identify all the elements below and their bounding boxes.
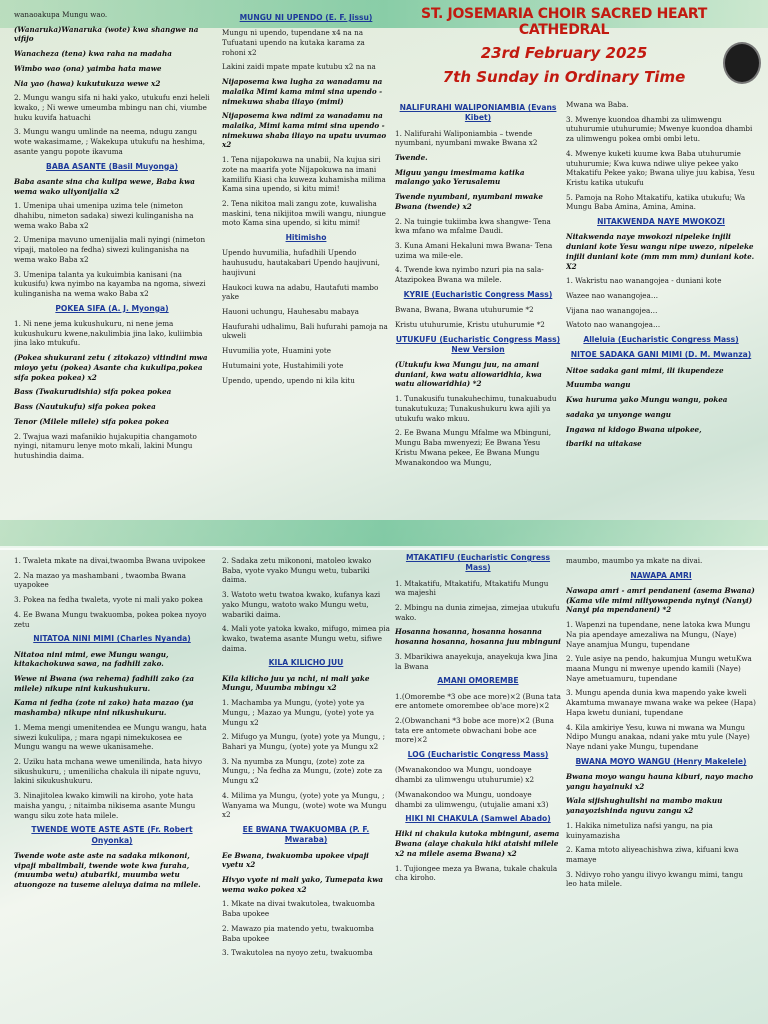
hymn-verse: 1. Hakika nimetuliza nafsi yangu, na pia kuinyamazisha (566, 820, 713, 840)
hymn-verse: 2. Kama mtoto aliyeachishwa ziwa, kifuani kwa mamaye (566, 845, 739, 865)
hymn-verse: Wazee nao wanangojea… (566, 291, 659, 301)
hymn-refrain: Bass (Twakurudishia) sifa pokea pokea (14, 387, 172, 397)
hymn-refrain: Hivyo vyote ni mali yako, Tumepata kwa wema wako pokea x2 (222, 875, 384, 894)
hymn-verse: 3. Mbarikiwa anayekuja, anayekuja kwa Jina la Bwana (395, 651, 558, 671)
hymn-verse: 3. Ninajitolea kwako kimwili na kiroho, yote hata maisha yangu, ; nitaimba nikisema asante Mungu wangu siku zote hata milele. (14, 791, 196, 820)
hymn-verse: 2. Mungu wangu sifa ni haki yako, utukufu enzi heleli kwako, ; Ni wewe umeumba mbingu nan chi, viumbe huku kuvifa hatuachi (14, 93, 210, 122)
hymn-verse: 1. Mtakatifu, Mtakatifu, Mtakatifu Mungu wa majeshi (395, 578, 549, 598)
hymn-verse: Watoto nao wanangojea… (566, 320, 661, 330)
hymn-refrain: Ee Bwana, twakuomba upokee vipaji vyetu x2 (222, 850, 369, 870)
column-7 (395, 550, 561, 1022)
hymn-verse: Hauoni uchungu, Hauhesabu mabaya (222, 307, 359, 317)
hymn-refrain: Wanachezа (tena) kwa raha na madaha (14, 49, 172, 59)
hymn-refrain: (Utukufu kwa Mungu juu, na amani duniani, kwa watu aliowaridhia, kwa watu aliowaridhia) *2 (395, 360, 542, 389)
hymn-refrain: Wimbo wao (ona) yaimba hata mawe (14, 63, 162, 73)
hymn-heading: LOG (Eucharistic Congress Mass) (407, 750, 549, 760)
panel-divider (0, 546, 768, 550)
hymn-heading: MUNGU NI UPENDO (E. F. Jissu) (239, 13, 373, 22)
hymn-verse: Upendo huvumilia, hufadhili Upendo hauhusudu, hautakabari Upendo haujivuni, haujivuni (222, 248, 380, 277)
hymn-refrain: Nitatoa nini mimi, ewe Mungu wangu, kitakachokuwa sawa, na fadhili zako. (14, 649, 169, 669)
hymn-verse: 4. Mali yote yatoka kwako, mifugo, mimea pia kwako, twatema asante Mungu wetu, sifiwe daima. (222, 624, 390, 653)
sheet-header (405, 6, 723, 86)
hymn-verse: 1. Mema mengi umenitendea ee Mungu wangu, hata siwezi kukulipa, ; mara ngapi nimekukosea ee Mungu wangu na wewe ukanisamehe. (14, 722, 207, 752)
hymn-heading: POKEA SIFA (A. J. Myonga) (55, 303, 169, 313)
hymn-heading: KILA KILICHO JUU (268, 658, 344, 668)
hymn-refrain: Muumba wangu (566, 380, 631, 390)
column-6 (222, 556, 390, 1022)
hymn-refrain: Ingawa ni kidogo Bwana uipokee, (566, 424, 702, 434)
hymn-verse: 2. Ee Bwana Mungu Mfalme wa Mbinguni, Mungu Baba mwenyezi; Ee Bwana Yesu Kristu Mwana pekee, Ee Bwana Mungu Mwanakondoo wa Mungu, (395, 428, 551, 467)
hymn-refrain: Kila kilicho juu ya nchi, ni mali yake Mungu, Muumba mbingu x2 (222, 673, 370, 693)
hymn-verse: 2. Sadaka zetu mikononi, matoleo kwako Baba, vyote vyako Mungu wetu, tubariki daima. (222, 556, 372, 585)
hymn-verse: 2. Tena nikitoa mali zangu zote, kuwalisha maskini, tena nikijitoa mwili wangu, niungue moto Kama sina upendo, si kitu mimi! (222, 199, 386, 228)
hymn-heading: Alleluia (Eucharistic Congress Mass) (583, 335, 739, 345)
hymn-refrain: Nitoe sadaka gani mimi, ili ikupendeze (566, 365, 724, 375)
hymn-verse: 1. Mkate na divai twakutolea, twakuomba Baba upokee (222, 899, 375, 919)
hymn-verse: 1. Tunakusifu tunakuhechimu, tunakuabudu tunakutukuza; Tunakushukuru kwa ajili ya utukufu wako mkuu. (395, 394, 557, 423)
hymn-verse: Kristu utuhurumie, Kristu utuhurumie *2 (395, 319, 545, 329)
hymn-verse: 1. Ni nene jema kukushukuru, ni nene jema kukushukuru kwene,nakulimbia jina lako, kuliimbia jina lako mtukufu. (14, 319, 203, 348)
hymn-verse: 3. Pokea na fedha twaleta, vyote ni mali yako pokea (14, 595, 203, 605)
hymn-verse: Lakini zaidi mpate mpate kutubu x2 na na (222, 62, 376, 72)
hymn-verse: 2. Mifugo ya Mungu, (yote) yote ya Mungu, ; Bahari ya Mungu, (yote) yote ya Mungu x2 (222, 732, 386, 752)
hymn-refrain: Miguu yangu imesimama katika malango yako Yerusalemu (395, 167, 525, 187)
hymn-verse: Vijana nao wanangojea… (566, 305, 658, 315)
hymn-refrain: Wala sijishughulishi na mambo makuu yanayozishinda nguvu zangu x2 (566, 796, 723, 816)
hymn-verse: Mwana wa Baba. (566, 100, 629, 109)
hymn-refrain: Kama ni fedha (zote ni zako) hata mazao (ya mashamba) nikupe nini nikushukuru. (14, 698, 194, 718)
hymn-heading: MTAKATIFU (Eucharistic Congress Mass) (405, 553, 551, 573)
hymn-refrain: ibariki na uitakase (566, 439, 642, 449)
hymn-heading: HIKI NI CHAKULA (Samwel Abado) (405, 814, 551, 824)
hymn-verse: 1. Wakristu nao wanangojea - duniani kote (566, 276, 722, 286)
hymn-verse: 2. Mawazo pia matendo yetu, twakuomba Baba upokee (222, 923, 374, 943)
hymn-refrain: Twende. (395, 152, 428, 162)
hymn-heading: NITATOA NINI MIMI (Charles Nyanda) (33, 634, 191, 644)
column-4 (566, 100, 756, 536)
hymn-verse: 4. Milima ya Mungu, (yote) yote ya Mungu, ; Wanyama wa Mungu, (wote) wote wa Mungu x2 (222, 790, 387, 820)
column-3 (395, 100, 561, 534)
saint-portrait (723, 42, 761, 84)
hymn-verse: 3. Umenipa talanta ya kukuimbia kanisani (na kukusifu) kwa nyimbo na kayamba na ngoma, siwezi kulinganisha na wema wako Baba x2 (14, 269, 206, 299)
hymn-refrain: Twende nyumbani, nyumbani mwake Bwana (twende) x2 (395, 192, 543, 211)
hymn-refrain: Bwana moyo wangu hauna kiburi, nayo macho yangu hayainuki x2 (566, 772, 753, 791)
hymn-verse: 2.(Obwanchani *3 bobe ace more)×2 (Buna tata ere antomete obwachani bobe ace more)×2 (395, 715, 554, 745)
hymn-verse: Mungu ni upendo, tupendane x4 na na Tufuatani upendo na kutaka karama za rohoni x2 (222, 28, 365, 57)
hymn-heading: NALIFURAHI WALIPONIAMBIA (Evans Kibet) (399, 103, 557, 123)
hymn-verse: Haufurahi udhalimu, Bali hufurahi pamoja na ukweli (222, 321, 388, 341)
hymn-verse: 3. Mungu apenda dunia kwa mapendo yake kweli Akamtuma mwanaye mwana wake wa pekee (Hapa) Hapa kwetu duniani, tupendane (566, 688, 756, 717)
hymn-verse: 2. Uziku hata mchana wewe umenilinda, hata hivyo sikushukuru, ; umenilicha chakula ili nipate nguvu, lakini sikukushukuru. (14, 757, 203, 786)
hymn-heading: TWENDE WOTE ASTE ASTE (Fr. Robert Onyonka) (31, 825, 193, 845)
hymn-verse: 2. Na mazao ya mashambani , twaomba Bwana uyapokee (14, 570, 186, 590)
hymn-refrain: (Wanaruka)Wanaruka (wote) kwa shangwe na vifijo (14, 24, 199, 44)
hymn-verse: 4. Twende kwa nyimbo nzuri pia na sala- Atazipokea Bwana wa milele. (395, 265, 544, 285)
hymn-verse: 3. Mungu wangu umlinde na neema, ndugu zangu wote wakasimame, ; Wakekupa utukufu na heshima, asante yangu popote ikavuma (14, 127, 206, 156)
hymn-verse: Bwana, Bwana, Bwana utuhurumie *2 (395, 305, 534, 315)
hymn-verse: 3. Twakutolea na nyoyo zetu, twakuomba (222, 948, 373, 958)
hymn-verse: 4. Ee Bwana Mungu twakuomba, pokea pokea nyoyo zetu (14, 609, 207, 629)
hymn-refrain: sadaka ya unyonge wangu (566, 409, 671, 419)
hymn-heading: NAWAPA AMRI (630, 570, 692, 580)
hymn-verse: 2. Mbingu na dunia zimejaa, zimejaa utukufu wako. (395, 602, 560, 622)
hymn-refrain: Nijaposema kwa ndimi za wanadamu na malaika, Mimi kama mimi sina upendo - nimekuwa shaba iliayo na upatu uvumao x2 (222, 111, 387, 150)
hymn-verse: (Mwanakondoo wa Mungu, uondoaye dhambi za ulimwengu, (utujalie amani x3) (395, 789, 549, 809)
hymn-heading: BWANA MOYO WANGU (Henry Makelele) (575, 756, 747, 766)
column-8 (566, 556, 756, 1022)
hymn-verse: 1. Umenipa uhai umenipa uzima tele (nimeton dhahibu, nimeton sadaka) siwezi kulinganisha na wema wako Baba x2 (14, 201, 194, 230)
hymn-verse: 2. Yule asiye na pendo, hakumjua Mungu wetuKwa maana Mungu ni mwenye upendo kamili (Naye) Naye ametuamuru, tupendane (566, 654, 752, 683)
hymn-verse: 3. Kuna Amani Hekaluni mwa Bwana- Tena uzima wa mile-ele. (395, 240, 553, 260)
hymn-verse: 3. Na nyumba za Mungu, (zote) zote za Mungu, ; Na fedha za Mungu, (zote) zote za Mungu x2 (222, 756, 383, 786)
hymn-refrain: Kwa huruma yako Mungu wangu, pokea (566, 395, 728, 405)
hymn-heading: BABA ASANTE (Basil Muyonga) (46, 161, 178, 171)
hymn-verse: 4. Kila amkiriye Yesu, kuwa ni mwana wa Mungu Ndipo Mungu anakaa, ndani yake mtu yule (Naye) Naye ndani yake Mungu, tupendane (566, 722, 750, 752)
hymn-refrain: Nitakwenda naye mwokozi nipeleke injili duniani kote Yesu wangu nipe uwezo, nipeleke injili duniani kote (mm mm mm) duniani kote. X2 (566, 232, 755, 271)
hymn-refrain: Nawapa amri - amri pendaneni (asema Bwana) (Kama vile mimi niliyowapenda nyinyi (Nanyi) Nanyi pia mpendaneni) *2 (566, 585, 755, 615)
hymn-verse: 2. Umenipa mavuno umenijalia mali nyingi (nimeton vipaji, matoleo na fedha) siwezi kulinganisha na wema wako Baba x2 (14, 235, 206, 264)
hymn-verse: 2. Na tuingie tukiimba kwa shangwe- Tena kwa mfano wa mfalme Daudi. (395, 216, 551, 236)
hymn-verse: 4. Mwenye kuketi kuume kwa Baba utuhurumie utuhurumie; Kwa kuwa ndiwe uliye pekee yako Mtakatifu Pekee yako; Bwana uliye juu kabisa, Yesu Kristu katika utukufu (566, 148, 755, 188)
hymn-verse: 5. Pamoja na Roho Mtakatifu, katika utukufu; Wa Mungu Baba Amina, Amina, Amina. (566, 192, 746, 212)
hymn-refrain: (Pokea shukurani zetu ( zitokazo) vitindini mwa mioyo yetu (pokea) Asante cha kukulipa,pokea sifa pokea pokea) x2 (14, 353, 208, 382)
hymn-heading: NITAKWENDA NAYE MWOKOZI (597, 217, 725, 227)
hymn-verse: 3. Mwenye kuondoa dhambi za ulimwengu utuhurumie utuhurumie; Mwenye kuondoa dhambi za ulimwengu pokea ombi ombi letu. (566, 114, 753, 144)
hymn-heading: EE BWANA TWAKUOMBA (P. F. Mwaraba) (242, 825, 370, 845)
hymn-verse: wanaoakupa Mungu wao. (14, 10, 108, 19)
liturgical-sunday: 7th Sunday in Ordinary Time (442, 68, 686, 86)
hymn-verse: (Mwanakondoo wa Mungu, uondoaye dhambi za ulimwengu utuhurumie) x2 (395, 765, 535, 785)
hymn-verse: 1. Twaleta mkate na divai,twaomba Bwana uvipokee (14, 556, 206, 565)
hymn-verse: 1. Tujiongee meza ya Bwana, tukale chakula cha kiroho. (395, 863, 558, 883)
hymn-refrain: Nijaposema kwa lugha za wanadamu na malaika Mimi kama mimi sina upendo - nimekuwa shaba iliayo (mimi) (222, 77, 383, 106)
hymn-verse: 1. Machamba ya Mungu, (yote) yote ya Mungu, ; Mazao ya Mungu, (yote) yote ya Mungu x2 (222, 698, 375, 727)
hymn-heading: NITOE SADAKA GANI MIMI (D. M. Mwanza) (570, 350, 752, 360)
hymn-verse: Huvumilia yote, Huamini yote (222, 346, 332, 356)
hymn-verse: 3. Ndivyo roho yangu ilivyo kwangu mimi, tangu leo hata milele. (566, 869, 743, 889)
hymn-refrain: Nia yao (hawa) kukutukuza wewe x2 (14, 78, 161, 88)
hymn-verse: 2. Twajua wazi mafanikio hujakupitia changamoto nyingi, nitamuru lenye moto mkali, lakini Mungu hutushindia daima. (14, 431, 197, 460)
hymn-refrain: Tenor (Milele milele) sifa pokea pokea (14, 416, 170, 426)
hymn-refrain: Wewe ni Bwana (wa rehema) fadhili zako (za milele) nikupe nini kukushukuru. (14, 674, 195, 693)
hymn-heading: KYRIE (Eucharistic Congress Mass) (403, 289, 553, 299)
hymn-heading: UTUKUFU (Eucharistic Congress Mass) New Version (395, 334, 561, 354)
column-5 (14, 556, 210, 1022)
hymn-heading: AMANI OMOREMBE (437, 676, 519, 686)
hymn-verse: Upendo, upendo, upendo ni kila kitu (222, 375, 355, 385)
hymn-refrain: Bass (Nautukufu) sifa pokea pokea (14, 402, 156, 412)
hymn-heading: Hitimisho (285, 233, 327, 243)
hymn-verse: 1. Nalifurahi Waliponiambia – twende nyumbani, nyumbani mwake Bwana x2 (395, 128, 538, 148)
service-date: 23rd February 2025 (480, 44, 648, 62)
hymn-refrain: Hosanna hosanna, hosanna hosanna hosanna hosanna, hosanna juu mbinguni (395, 627, 561, 647)
hymn-verse: Haukoсi kuwa na adabu, Hautafuti mambo yake (222, 282, 379, 302)
hymn-verse: maumbo, maumbo ya mkate na divai. (566, 556, 703, 565)
hymn-refrain: Twende wote aste aste na sadaka mikononi, vipaji mbalimbali, twende wote kwa furaha, (muumba wetu) atubariki, muumba wetu atuongoze na tuseme aleluya daima na milele. (14, 850, 201, 889)
hymn-verse: 3. Watoto wetu twatoa kwako, kufanya kazi yako Mungu, watoto wako Mungu wetu, wabariki daima. (222, 590, 381, 619)
hymn-verse: 1. Wapenzi na tupendane, nene latoka kwa Mungu Na pia apendaye amezaliwa na Mungu, (Naye) Naye anamjua Mungu, tupendane (566, 620, 751, 649)
hymn-verse: Hutumaini yote, Hustahimili yote (222, 360, 344, 370)
hymn-verse: 1. Tena nijapokuwa na unabii, Na kujua siri zote na maarifa yote Nijapokuwa na imani kamilifu Kiasi cha kuweza kuhamisha milima Kama sina upendo, si kitu mimi! (222, 155, 386, 194)
hymn-refrain: Baba asante sina cha kulipa wewe, Baba kwa wema wako uliyonijalia x2 (14, 176, 195, 196)
column-2 (222, 10, 390, 500)
hymn-refrain: Hiki ni chakula kutoka mbinguni, asema Bwana (alaye chakula hiki ataishi milele x2 na milele asema Bwana) x2 (395, 829, 560, 858)
choir-title: ST. JOSEMARIA CHOIR SACRED HEART CATHEDRAL (421, 6, 707, 38)
hymn-verse: 1.(Omorembe *3 obe ace more)×2 (Buna tata ere antomete omorembee ob'ace more)×2 (395, 691, 561, 711)
column-1 (14, 10, 210, 508)
